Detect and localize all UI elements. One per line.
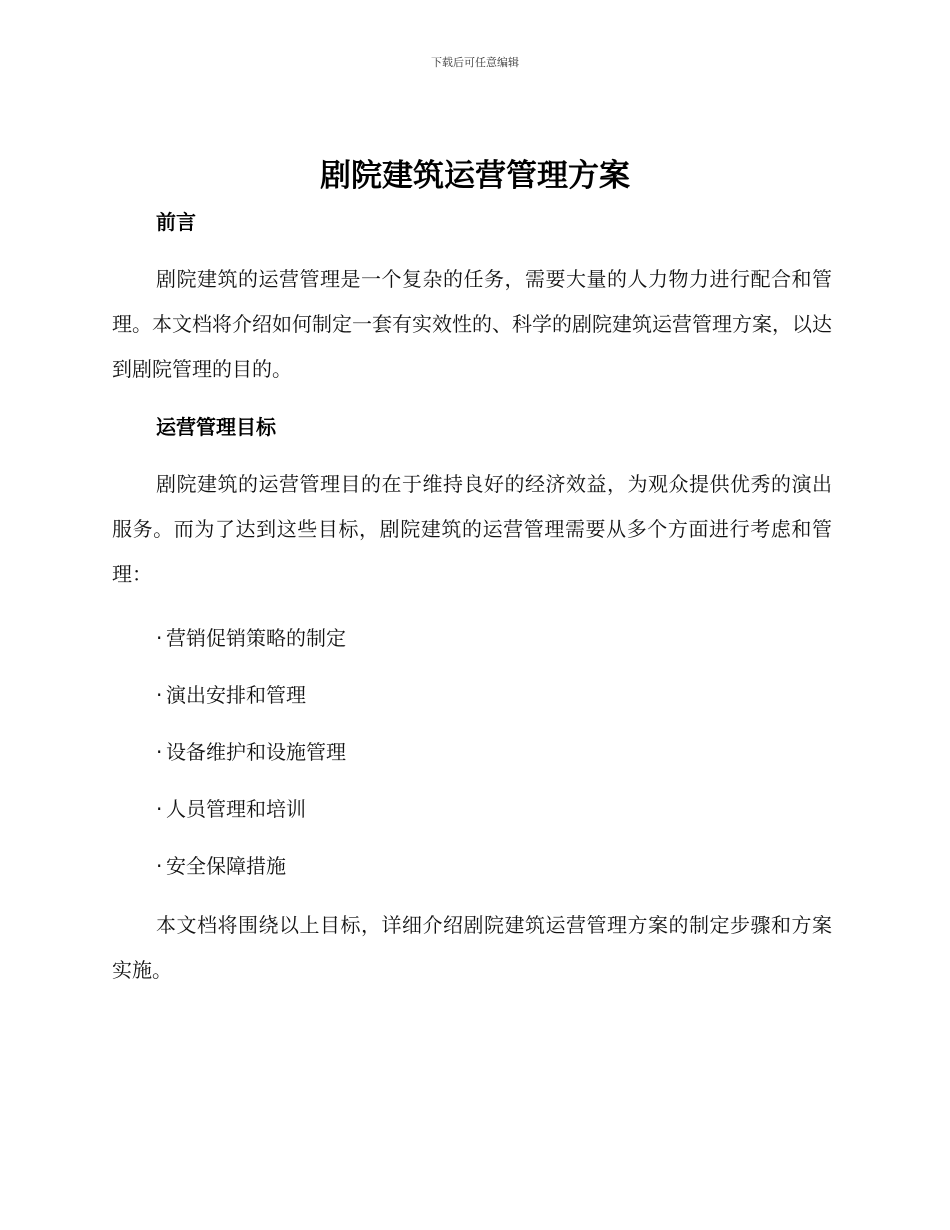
- bullet-marker: ·: [156, 797, 163, 821]
- bullet-marker: ·: [156, 626, 163, 650]
- goals-paragraph: 剧院建筑的运营管理目的在于维持良好的经济效益，为观众提供优秀的演出服务。而为了达到这些目标，剧院建筑的运营管理需要从多个方面进行考虑和管理：: [112, 472, 832, 586]
- bullet-marker: ·: [156, 740, 163, 764]
- list-item: [112, 838, 832, 895]
- list-item-text: 设备维护和设施管理: [166, 740, 346, 764]
- list-item: [112, 724, 832, 781]
- list-item-text: 安全保障措施: [166, 854, 286, 878]
- preface-paragraph: 剧院建筑的运营管理是一个复杂的任务，需要大量的人力物力进行配合和管理。本文档将介绍如何制定一套有实效性的、科学的剧院建筑运营管理方案，以达到剧院管理的目的。: [112, 267, 832, 381]
- list-item: [112, 610, 832, 667]
- section-heading-goals: 运营管理目标: [156, 415, 276, 439]
- document-title: 剧院建筑运营管理方案: [320, 158, 630, 194]
- document-body: [112, 200, 832, 993]
- goals-list: [112, 610, 832, 895]
- list-item-text: 营销促销策略的制定: [166, 626, 346, 650]
- list-item: [112, 781, 832, 838]
- list-item: [112, 667, 832, 724]
- list-item-text: 人员管理和培训: [166, 797, 306, 821]
- closing-paragraph: 本文档将围绕以上目标，详细介绍剧院建筑运营管理方案的制定步骤和方案实施。: [112, 913, 832, 982]
- list-item-text: 演出安排和管理: [166, 683, 306, 707]
- bullet-marker: ·: [156, 854, 163, 878]
- bullet-marker: ·: [156, 683, 163, 707]
- section-heading-preface: 前言: [156, 210, 196, 234]
- header-note: 下载后可任意编辑: [431, 56, 519, 69]
